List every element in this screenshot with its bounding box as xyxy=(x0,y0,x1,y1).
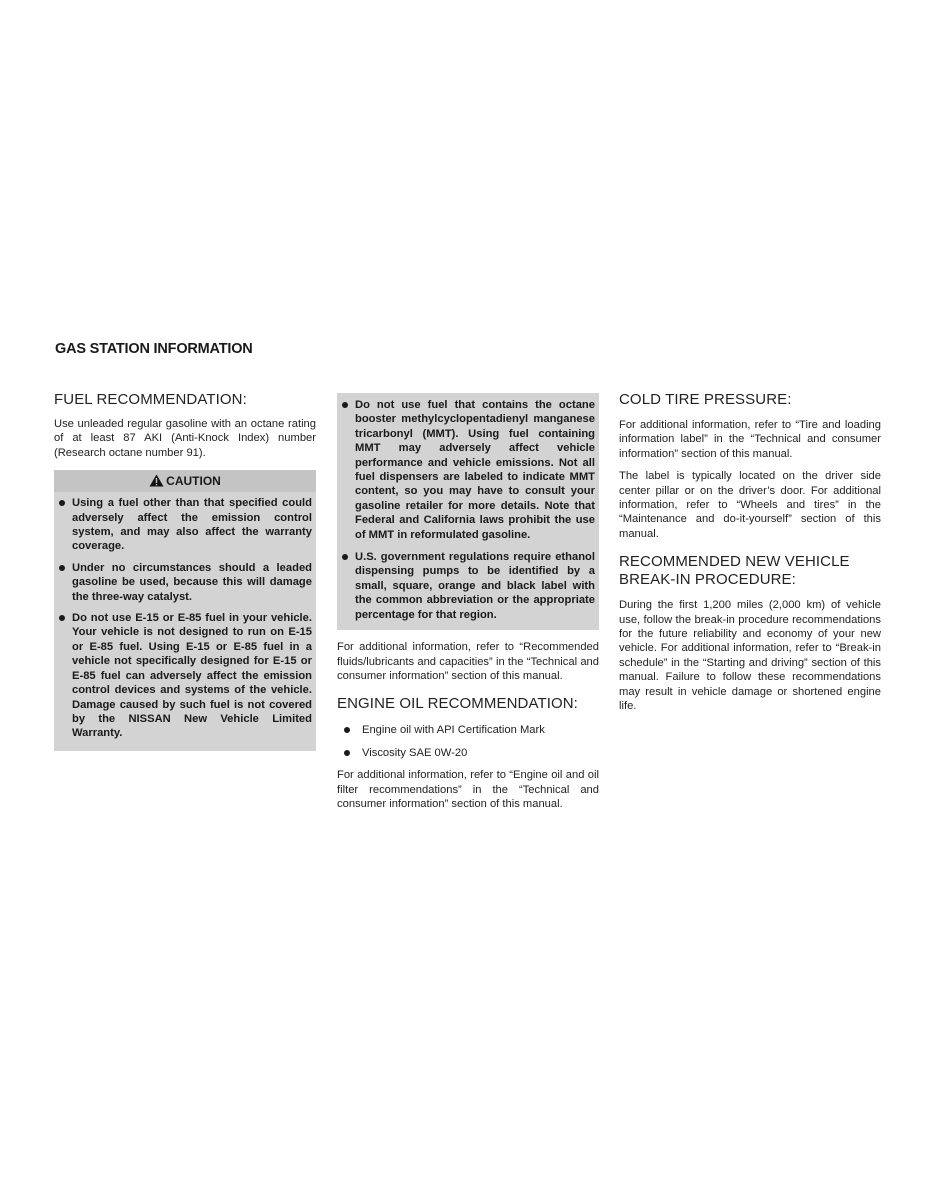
section-title: GAS STATION INFORMATION xyxy=(55,341,253,357)
caution-item-text: Do not use fuel that contains the octane booster methylcyclopentadienyl manganese tricarbonyl (MMT). Using fuel containing MMT may adversely affect vehicle performance and vehicle emissions. Not all fuel dispensers are labeled to indicate MMT content, so you may have to consult your gasoline retailer for more details. Note that Federal and California laws prohibit the use of MMT in reformulated gasoline. xyxy=(355,399,595,541)
cold-tire-text-2: The label is typically located on the driver side center pillar or on the driver’s door. For additional information, refer to “Wheels and tires” in the “Maintenance and do-it-yourself” section of this manual. xyxy=(619,470,881,540)
bullet-icon xyxy=(342,402,348,408)
engine-oil-list xyxy=(337,723,599,760)
engine-oil-additional-info: For additional information, refer to “Engine oil and oil filter recommendations” in the “Technical and consumer information” section of this manual. xyxy=(337,769,599,810)
warning-triangle-icon xyxy=(149,474,164,487)
caution-item xyxy=(341,550,595,622)
break-in-heading xyxy=(619,553,881,589)
caution-label: CAUTION xyxy=(166,474,221,489)
column-middle xyxy=(337,393,599,819)
caution-list xyxy=(54,496,316,741)
bullet-icon xyxy=(344,727,350,733)
caution-item-text: Under no circumstances should a leaded gasoline be used, because this will damage the three-way catalyst. xyxy=(72,561,312,603)
caution-box-continued xyxy=(337,393,599,630)
bullet-icon xyxy=(59,500,65,506)
caution-item-text: U.S. government regulations require ethanol dispensing pumps to be identified by a small, square, orange and black label with the common abbreviation or the appropriate percentage for that region. xyxy=(355,551,595,621)
bullet-icon xyxy=(344,750,350,756)
caution-box xyxy=(54,470,316,751)
caution-item xyxy=(58,611,312,741)
caution-list-continued xyxy=(341,398,595,622)
fuel-additional-info: For additional information, refer to “Recommended fluids/lubricants and capacities” in the “Technical and consumer information” section of this manual. xyxy=(337,641,599,682)
cold-tire-pressure-heading: COLD TIRE PRESSURE: xyxy=(619,391,792,408)
list-item xyxy=(337,746,599,760)
fuel-intro-text: Use unleaded regular gasoline with an octane rating of at least 87 AKI (Anti-Knock Index) number (Research octane number 91). xyxy=(54,418,316,459)
fuel-recommendation-heading: FUEL RECOMMENDATION: xyxy=(54,391,247,408)
bullet-icon xyxy=(342,554,348,560)
bullet-icon xyxy=(59,565,65,571)
list-item-text: Viscosity SAE 0W-20 xyxy=(362,746,468,759)
break-in-heading-line-2: BREAK-IN PROCEDURE: xyxy=(619,571,796,589)
break-in-heading-line-1: RECOMMENDED NEW VEHICLE xyxy=(619,553,850,571)
caution-item xyxy=(58,561,312,604)
caution-item-text: Do not use E-15 or E-85 fuel in your vehicle. Your vehicle is not designed to run on E-15 or E-85 fuel. Using E-15 or E-85 fuel in a vehicle not specifically designed for E-15 or E-85 fuel can adversely affect the emission control devices and systems of the vehicle. Damage caused by such fuel is not covered by the NISSAN New Vehicle Limited Warranty. xyxy=(72,612,312,740)
column-left xyxy=(54,391,316,751)
list-item xyxy=(337,723,599,737)
cold-tire-text-1: For additional information, refer to “Tire and loading information label” in the “Technical and consumer information” section of this manual. xyxy=(619,419,881,460)
list-item-text: Engine oil with API Certification Mark xyxy=(362,724,545,737)
engine-oil-heading: ENGINE OIL RECOMMENDATION: xyxy=(337,695,578,713)
caution-item xyxy=(58,496,312,554)
break-in-text: During the first 1,200 miles (2,000 km) of vehicle use, follow the break-in procedure recommendations for the future reliability and economy of your new vehicle. For additional information, refer to “Break-in schedule” in the “Starting and driving” section of this manual. Failure to follow these recommendations may result in vehicle damage or shortened engine life. xyxy=(619,599,881,713)
caution-item-text: Using a fuel other than that specified could adversely affect the emission control system, and may also affect the warranty coverage. xyxy=(72,497,312,553)
bullet-icon xyxy=(59,615,65,621)
caution-header xyxy=(54,470,316,492)
caution-item xyxy=(341,398,595,542)
column-right xyxy=(619,391,881,722)
